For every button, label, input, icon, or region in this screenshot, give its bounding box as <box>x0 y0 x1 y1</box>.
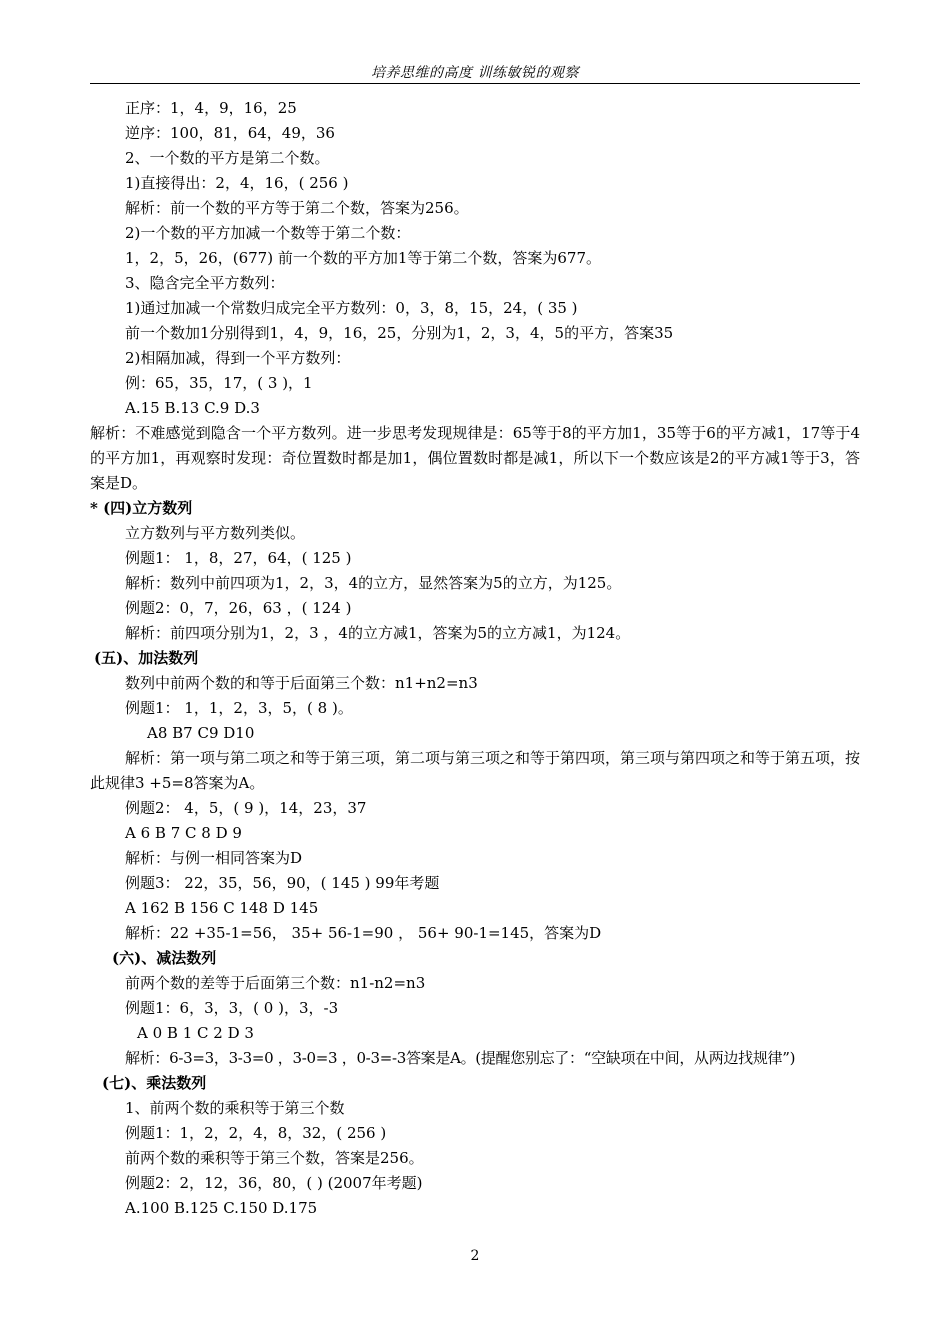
text-line: 正序：1，4，9，16，25 <box>125 99 297 117</box>
text-line: 2)相隔加减，得到一个平方数列： <box>125 349 351 367</box>
text-line: 数列中前两个数的和等于后面第三个数：n1+n2=n3 <box>125 674 478 692</box>
page-header: 培养思维的高度 训练敏锐的观察 <box>371 65 579 81</box>
text-line: 1，2，5，26，(677) 前一个数的平方加1等于第二个数，答案为677。 <box>125 249 601 267</box>
text-line: 3、隐含完全平方数列： <box>125 274 285 292</box>
text-line: 解析：数列中前四项为1，2，3，4的立方，显然答案为5的立方，为125。 <box>125 574 622 592</box>
text-line: 逆序：100，81，64，49，36 <box>125 124 335 142</box>
text-line: A 6 B 7 C 8 D 9 <box>125 824 242 842</box>
text-line: 例题2：0，7，26，63 ，( 124 ) <box>125 599 352 617</box>
text-line: 2)一个数的平方加减一个数等于第二个数： <box>125 224 411 242</box>
text-line: 前两个数的差等于后面第三个数：n1-n2=n3 <box>125 974 426 992</box>
text-line: 例：65，35，17，( 3 )，1 <box>125 374 313 392</box>
text-line: 2、一个数的平方是第二个数。 <box>125 149 330 167</box>
explanation-paragraph: 解析：第一项与第二项之和等于第三项，第二项与第三项之和等于第四项，第三项与第四项之和等于第五项，按此规律3 +5=8答案为A。 <box>90 749 861 792</box>
options-line: A 0 B 1 C 2 D 3 <box>137 1024 254 1042</box>
text-line: A 162 B 156 C 148 D 145 <box>125 899 319 917</box>
text-line: 解析：与例一相同答案为D <box>125 849 303 867</box>
text-line: 立方数列与平方数列类似。 <box>125 524 306 542</box>
text-line: 例题1： 1，8，27，64，( 125 ) <box>125 549 352 567</box>
text-line: 前一个数加1分别得到1，4，9，16，25，分别为1，2，3，4，5的平方，答案35 <box>125 324 674 342</box>
document-body <box>90 96 860 1221</box>
header-rule <box>90 83 860 84</box>
explanation-paragraph: 解析：不难感觉到隐含一个平方数列。进一步思考发现规律是：65等于8的平方加1，35等于6的平方减1，17等于4的平方加1，再观察时发现：奇位置数时都是加1，偶位置数时都是减1，所以下一个数应该是2的平方减1等于3，答案是D。 <box>90 424 860 492</box>
text-line: 1、前两个数的乘积等于第三个数 <box>125 1099 345 1117</box>
text-line: 例题1： 1，1，2，3，5，( 8 )。 <box>125 699 353 717</box>
text-line: 1)通过加减一个常数归成完全平方数列：0，3，8，15，24，( 35 ) <box>125 299 578 317</box>
text-line: 例题2： 4，5，( 9 )，14，23，37 <box>125 799 367 817</box>
text-line: 前两个数的乘积等于第三个数，答案是256。 <box>125 1149 424 1167</box>
page-number: 2 <box>470 1248 480 1264</box>
text-line: 解析：前一个数的平方等于第二个数，答案为256。 <box>125 199 469 217</box>
section-heading-addition: (五)、加法数列 <box>94 649 199 667</box>
section-heading-cube: * (四)立方数列 <box>90 499 193 517</box>
text-line: 例题2：2，12，36，80，( ) (2007年考题) <box>125 1174 423 1192</box>
text-line: 1)直接得出：2，4，16，( 256 ) <box>125 174 349 192</box>
text-line: 例题1：6，3，3，( 0 )，3，-3 <box>125 999 339 1017</box>
text-line: 解析：6-3=3，3-3=0 ，3-0=3 ，0-3=-3答案是A。(提醒您别忘了：“空缺项在中间，从两边找规律”) <box>125 1049 796 1067</box>
text-line: 解析：22 +35-1=56， 35+ 56-1=90 ， 56+ 90-1=145，答案为D <box>125 924 602 942</box>
section-heading-subtraction: (六)、减法数列 <box>112 949 217 967</box>
text-line: A.15 B.13 C.9 D.3 <box>125 399 260 417</box>
text-line: 例题3： 22，35，56，90，( 145 ) 99年考题 <box>125 874 440 892</box>
options-line: A8 B7 C9 D10 <box>147 724 255 742</box>
text-line: 解析：前四项分别为1，2，3 ，4的立方减1，答案为5的立方减1，为124。 <box>125 624 631 642</box>
text-line: A.100 B.125 C.150 D.175 <box>125 1199 318 1217</box>
section-heading-multiplication: (七)、乘法数列 <box>102 1074 207 1092</box>
text-line: 例题1：1，2，2，4，8，32，( 256 ) <box>125 1124 387 1142</box>
